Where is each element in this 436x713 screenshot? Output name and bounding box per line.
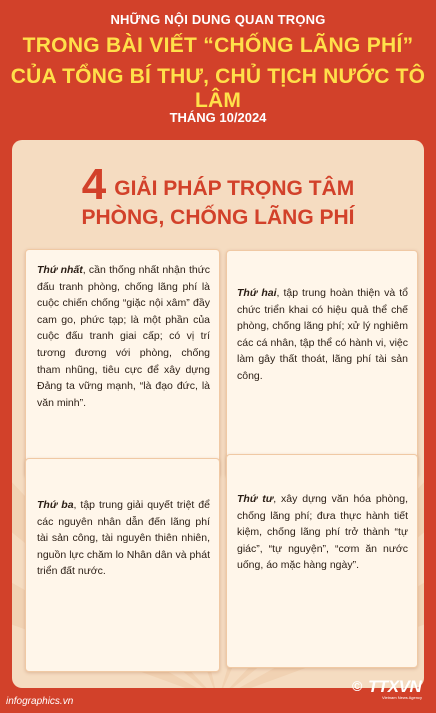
title-line1: GIẢI PHÁP TRỌNG TÂM xyxy=(114,177,355,200)
card-body: , tập trung hoàn thiện và tổ chức triển khai có hiệu quả thể chế phòng, chống lãng phí; xử lý nghiêm các cá nhân, tập thể có hành vi, việc làm gây thất thoát, lãng phí tài sản công. xyxy=(237,287,408,382)
ttxvn-logo xyxy=(352,677,432,700)
card-body: , cần thống nhất nhận thức đấu tranh phòng, chống lãng phí là cuộc chiến chống “giặc nội xâm” đầy cam go, phức tạp; là một phần của cuộc đấu tranh giai cấp; có vị trí tương đương với phòng, chống tham nhũng, tiêu cực để xây dựng Đảng ta vững mạnh, “là đạo đức, là văn minh”. xyxy=(37,264,210,409)
header-line3: CỦA TỔNG BÍ THƯ, CHỦ TỊCH NƯỚC TÔ LÂM xyxy=(10,65,426,112)
copyright-icon: © xyxy=(352,678,363,694)
header-date: THÁNG 10/2024 xyxy=(169,110,267,125)
title-line2: PHÒNG, CHỐNG LÃNG PHÍ xyxy=(81,206,355,229)
card-text xyxy=(37,497,210,580)
card-lead: Thứ hai xyxy=(237,287,277,299)
card-lead: Thứ ba xyxy=(37,499,74,511)
header-line1: NHỮNG NỘI DUNG QUAN TRỌNG xyxy=(110,12,326,27)
header xyxy=(0,0,436,138)
solution-card-1 xyxy=(25,249,220,477)
content-panel xyxy=(12,140,424,688)
solution-card-2 xyxy=(226,250,418,477)
card-lead: Thứ nhất xyxy=(37,264,83,276)
card-body: , tập trung giải quyết triệt để các nguyên nhân dẫn đến lãng phí tài sản công, tài nguyên thiên nhiên, nguồn lực chăm lo Nhân dân và phát triển đất nước. xyxy=(37,499,210,578)
footer-site[interactable]: infographics.vn xyxy=(6,696,74,707)
card-lead: Thứ tư xyxy=(237,493,274,505)
title-main xyxy=(12,160,424,210)
header-line2: TRONG BÀI VIẾT “CHỐNG LÃNG PHÍ” xyxy=(22,34,414,57)
card-text xyxy=(237,285,408,385)
logo-mark: TTXVN xyxy=(368,677,422,696)
solution-card-4 xyxy=(226,454,418,668)
solution-card-3 xyxy=(25,458,220,672)
card-text xyxy=(37,262,210,411)
card-body: , xây dựng văn hóa phòng, chống lãng phí; đưa thực hành tiết kiệm, chống lãng phí trở thành “tự giác”, “tự nguyện”, “cơm ăn nước uống, áo mặc hàng ngày”. xyxy=(237,493,408,572)
logo-subtitle: Vietnam News Agency xyxy=(382,695,422,700)
card-text xyxy=(237,491,408,574)
title-number: 4 xyxy=(81,160,107,209)
